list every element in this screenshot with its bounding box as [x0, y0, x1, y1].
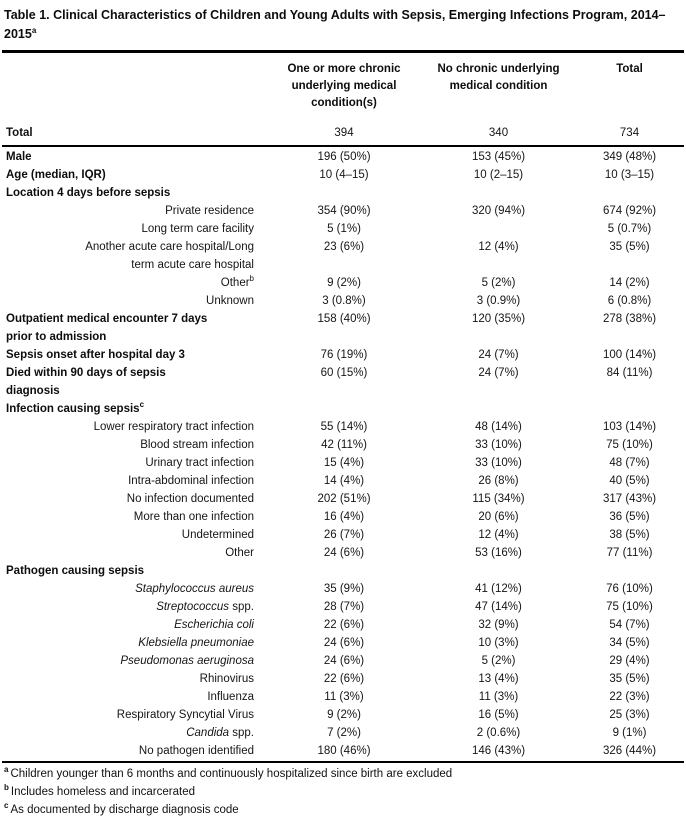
row-label-line [6, 346, 254, 364]
row-label-line [6, 382, 254, 400]
cell-value: 23 (6%) [323, 241, 365, 253]
row-label-line [6, 598, 254, 616]
row-label-part: Died within 90 days of sepsis [6, 367, 166, 379]
row-label-part: spp. [229, 727, 254, 739]
table-row [2, 508, 684, 526]
row-label [2, 274, 264, 292]
row-label-part: Another acute care hospital/Long [85, 241, 254, 253]
cell-value: 77 (11%) [606, 547, 653, 559]
cell-value: 317 (43%) [602, 493, 657, 505]
cell-value: 28 (7%) [323, 601, 365, 613]
row-label-line [6, 490, 254, 508]
table-row [2, 292, 684, 310]
row-label-part: term acute care hospital [131, 259, 254, 271]
row-label [2, 472, 264, 490]
cell-value: 26 (7%) [323, 529, 365, 541]
cell-value: 6 (0.8%) [607, 295, 652, 307]
cell-value: 674 (92%) [602, 205, 657, 217]
row-label-line [6, 688, 254, 706]
row-label-part: Undetermined [181, 529, 254, 541]
table-row [2, 220, 684, 238]
row-label-part: Urinary tract infection [145, 457, 254, 469]
row-label-part: Infection causing sepsis [6, 403, 140, 415]
table-row [2, 436, 684, 454]
row-label [2, 526, 264, 544]
cell-value: 158 (40%) [317, 313, 371, 325]
row-label-line [6, 724, 254, 742]
row-label [2, 292, 264, 310]
cell-value: 349 (48%) [602, 151, 657, 163]
cell-value: 11 (3%) [324, 691, 364, 703]
row-label-part: Intra-abdominal infection [128, 475, 254, 487]
row-label-part: Escherichia coli [174, 619, 254, 631]
cell-value: 320 (94%) [471, 205, 526, 217]
row-label [2, 616, 264, 634]
row-label-line [6, 364, 254, 382]
row-label-line [6, 616, 254, 634]
cell-value: 20 (6%) [478, 511, 519, 523]
row-label [2, 436, 264, 454]
table-row [2, 634, 684, 652]
cell-value: 55 (14%) [320, 421, 368, 433]
row-label [2, 400, 264, 418]
row-label-part: No pathogen identified [138, 745, 254, 757]
row-label-part: Age (median, IQR) [6, 169, 106, 181]
row-label-line [6, 544, 254, 562]
row-label [2, 148, 264, 166]
cell-value: 354 (90%) [317, 205, 371, 217]
cell-value: 33 (10%) [475, 457, 522, 469]
row-label [2, 724, 264, 742]
cell-value: 76 (19%) [320, 349, 368, 361]
cell-value: 10 (3–15) [604, 169, 655, 181]
table-footnotes [2, 763, 684, 819]
cell-value: 5 (0.7%) [607, 223, 652, 235]
table-row [2, 616, 684, 634]
cell-value: 53 (16%) [475, 547, 522, 559]
row-label-part: Other [220, 277, 250, 289]
row-label-part: Influenza [207, 691, 254, 703]
row-label [2, 706, 264, 724]
row-label-line [6, 652, 254, 670]
row-label-part: Unknown [206, 295, 254, 307]
row-label-line [6, 526, 254, 544]
cell-value: 10 (3%) [478, 637, 519, 649]
total-row-label: Total [6, 127, 33, 139]
row-label-line [6, 274, 254, 292]
row-label-line [6, 202, 254, 220]
row-label-line [6, 706, 254, 724]
row-label-line [6, 436, 254, 454]
table-row [2, 166, 684, 184]
footnote-line [4, 801, 682, 819]
row-label-part: Streptococcus [156, 601, 230, 613]
footnote-line [4, 783, 682, 801]
row-label-line [6, 670, 254, 688]
table-header [2, 50, 684, 145]
row-label [2, 346, 264, 364]
table-row [2, 310, 684, 346]
row-label-line [6, 472, 254, 490]
cell-value: 75 (10%) [606, 601, 653, 613]
cell-value: 33 (10%) [475, 439, 522, 451]
table-row [2, 562, 684, 580]
table-row [2, 184, 684, 202]
cell-value: 5 (1%) [327, 223, 361, 235]
row-label [2, 562, 264, 580]
table-row [2, 688, 684, 706]
table-row [2, 364, 684, 400]
row-label [2, 598, 264, 616]
row-label-part: diagnosis [6, 385, 60, 397]
cell-value: 153 (45%) [471, 151, 526, 163]
row-label-line [6, 238, 254, 256]
table-row [2, 472, 684, 490]
table-row [2, 544, 684, 562]
cell-value: 24 (6%) [323, 655, 365, 667]
table-row [2, 724, 684, 742]
row-label-part: Long term care facility [141, 223, 254, 235]
cell-value: 180 (46%) [317, 745, 371, 757]
cell-value: 40 (5%) [609, 475, 650, 487]
row-label [2, 310, 264, 346]
cell-value: 76 (10%) [606, 583, 653, 595]
table-row [2, 742, 684, 760]
row-label [2, 166, 264, 184]
table-title-text: Table 1. Clinical Characteristics of Children and Young Adults with Sepsis, Emerging Infections Program, 2014–2015 [4, 8, 666, 41]
column-header-no-chronic-condition: No chronic underlying medical condition [437, 63, 560, 92]
row-label [2, 508, 264, 526]
footnote-text: Includes homeless and incarcerated [10, 786, 195, 798]
footnote-line [4, 765, 682, 783]
row-label-line [6, 418, 254, 436]
cell-value: 100 (14%) [602, 349, 657, 361]
footnote-superscript: a [4, 765, 9, 775]
row-label-line [6, 508, 254, 526]
row-label-line [6, 184, 254, 202]
row-label-part: Staphylococcus aureus [135, 583, 254, 595]
row-label-part: c [139, 400, 145, 410]
cell-value: 35 (9%) [323, 583, 365, 595]
total-row-value: 734 [619, 127, 640, 139]
cell-value: 103 (14%) [602, 421, 657, 433]
cell-value: 12 (4%) [478, 529, 519, 541]
row-label-line [6, 256, 254, 274]
row-label-part: More than one infection [133, 511, 254, 523]
cell-value: 9 (2%) [327, 709, 361, 721]
cell-value: 196 (50%) [317, 151, 371, 163]
cell-value: 54 (7%) [609, 619, 650, 631]
header-row [2, 61, 684, 112]
row-label-part: Private residence [165, 205, 254, 217]
table-title-superscript: a [31, 25, 37, 35]
cell-value: 202 (51%) [317, 493, 371, 505]
cell-value: 10 (4–15) [319, 169, 369, 181]
cell-value: 22 (6%) [323, 673, 365, 685]
table-row [2, 400, 684, 418]
row-label-line [6, 220, 254, 238]
cell-value: 7 (2%) [327, 727, 361, 739]
row-label [2, 490, 264, 508]
cell-value: 48 (14%) [475, 421, 522, 433]
row-label [2, 742, 264, 760]
table-row [2, 706, 684, 724]
cell-value: 36 (5%) [609, 511, 650, 523]
column-header-chronic-condition: One or more chronic underlying medical condition(s) [287, 63, 401, 109]
column-header-total: Total [616, 63, 643, 75]
cell-value: 3 (0.9%) [476, 295, 521, 307]
table-row [2, 490, 684, 508]
cell-value: 9 (2%) [327, 277, 361, 289]
cell-value: 34 (5%) [609, 637, 650, 649]
row-label [2, 652, 264, 670]
cell-value: 5 (2%) [481, 277, 516, 289]
total-row-value: 394 [334, 127, 354, 139]
row-label-part: Other [225, 547, 254, 559]
cell-value: 12 (4%) [478, 241, 519, 253]
row-label-line [6, 166, 254, 184]
row-label [2, 454, 264, 472]
cell-value: 5 (2%) [481, 655, 516, 667]
cell-value: 38 (5%) [609, 529, 650, 541]
cell-value: 2 (0.6%) [476, 727, 521, 739]
table-title [2, 4, 684, 44]
cell-value: 326 (44%) [602, 745, 657, 757]
table-row [2, 454, 684, 472]
cell-value: 146 (43%) [471, 745, 526, 757]
row-label-part: Respiratory Syncytial Virus [116, 709, 254, 721]
row-label-line [6, 580, 254, 598]
cell-value: 35 (5%) [609, 673, 650, 685]
table-row [2, 580, 684, 598]
cell-value: 16 (4%) [323, 511, 365, 523]
row-label-line [6, 400, 254, 418]
row-label-part: Sepsis onset after hospital day 3 [6, 349, 185, 361]
table-row [2, 598, 684, 616]
cell-value: 10 (2–15) [473, 169, 524, 181]
cell-value: 14 (2%) [609, 277, 650, 289]
cell-value: 48 (7%) [609, 457, 650, 469]
row-label-part: Male [6, 151, 32, 163]
row-label [2, 580, 264, 598]
row-label-part: Klebsiella pneumoniae [138, 637, 254, 649]
footnote-superscript: c [4, 801, 9, 811]
cell-value: 11 (3%) [478, 691, 519, 703]
row-label-line [6, 292, 254, 310]
table-row [2, 526, 684, 544]
cell-value: 115 (34%) [472, 493, 525, 505]
table-row [2, 238, 684, 274]
row-label [2, 184, 264, 202]
row-label-part: Rhinovirus [199, 673, 254, 685]
cell-value: 41 (12%) [475, 583, 522, 595]
cell-value: 24 (6%) [323, 637, 365, 649]
row-label-line [6, 148, 254, 166]
cell-value: 16 (5%) [478, 709, 519, 721]
row-label [2, 544, 264, 562]
row-label [2, 670, 264, 688]
row-label-part: Location 4 days before sepsis [6, 187, 171, 199]
table-row [2, 202, 684, 220]
row-label-part: Candida [186, 727, 230, 739]
total-row-value: 340 [488, 127, 509, 139]
row-label [2, 238, 264, 274]
row-label-part: spp. [229, 601, 254, 613]
row-label-line [6, 328, 254, 346]
table-body [2, 145, 684, 763]
row-label [2, 364, 264, 400]
row-label-part: Pathogen causing sepsis [6, 565, 145, 577]
table-row [2, 670, 684, 688]
cell-value: 26 (8%) [478, 475, 519, 487]
row-label-part: Blood stream infection [140, 439, 254, 451]
cell-value: 75 (10%) [606, 439, 653, 451]
row-label-line [6, 454, 254, 472]
cell-value: 22 (6%) [323, 619, 365, 631]
total-row [2, 124, 684, 145]
row-label [2, 220, 264, 238]
footnote-text: As documented by discharge diagnosis code [10, 804, 239, 816]
row-label [2, 418, 264, 436]
cell-value: 9 (1%) [612, 727, 647, 739]
cell-value: 278 (38%) [602, 313, 657, 325]
table-row [2, 148, 684, 166]
cell-value: 15 (4%) [323, 457, 365, 469]
cell-value: 47 (14%) [475, 601, 522, 613]
row-label-line [6, 310, 254, 328]
cell-value: 3 (0.8%) [322, 295, 366, 307]
table-row [2, 346, 684, 364]
row-label [2, 634, 264, 652]
cell-value: 29 (4%) [609, 655, 650, 667]
table-row [2, 274, 684, 292]
row-label-line [6, 562, 254, 580]
cell-value: 24 (6%) [323, 547, 365, 559]
cell-value: 13 (4%) [478, 673, 519, 685]
row-label-part: No infection documented [126, 493, 254, 505]
row-label-part: Outpatient medical encounter 7 days [6, 313, 208, 325]
cell-value: 24 (7%) [478, 349, 519, 361]
cell-value: 14 (4%) [323, 475, 365, 487]
cell-value: 60 (15%) [320, 367, 368, 379]
cell-value: 25 (3%) [609, 709, 650, 721]
footnote-superscript: b [4, 783, 9, 793]
row-label [2, 688, 264, 706]
cell-value: 32 (9%) [478, 619, 519, 631]
row-label-part: Pseudomonas aeruginosa [120, 655, 254, 667]
cell-value: 84 (11%) [606, 367, 653, 379]
cell-value: 22 (3%) [609, 691, 650, 703]
table-row [2, 418, 684, 436]
row-label-line [6, 742, 254, 760]
row-label-line [6, 634, 254, 652]
cell-value: 42 (11%) [321, 439, 367, 451]
cell-value: 35 (5%) [609, 241, 650, 253]
row-label-part: Lower respiratory tract infection [93, 421, 254, 433]
row-label-part: b [249, 274, 254, 284]
cell-value: 24 (7%) [478, 367, 519, 379]
row-label [2, 202, 264, 220]
row-label-part: prior to admission [6, 331, 107, 343]
table-row [2, 652, 684, 670]
footnote-text: Children younger than 6 months and continuously hospitalized since birth are excluded [10, 768, 453, 780]
cell-value: 120 (35%) [471, 313, 526, 325]
